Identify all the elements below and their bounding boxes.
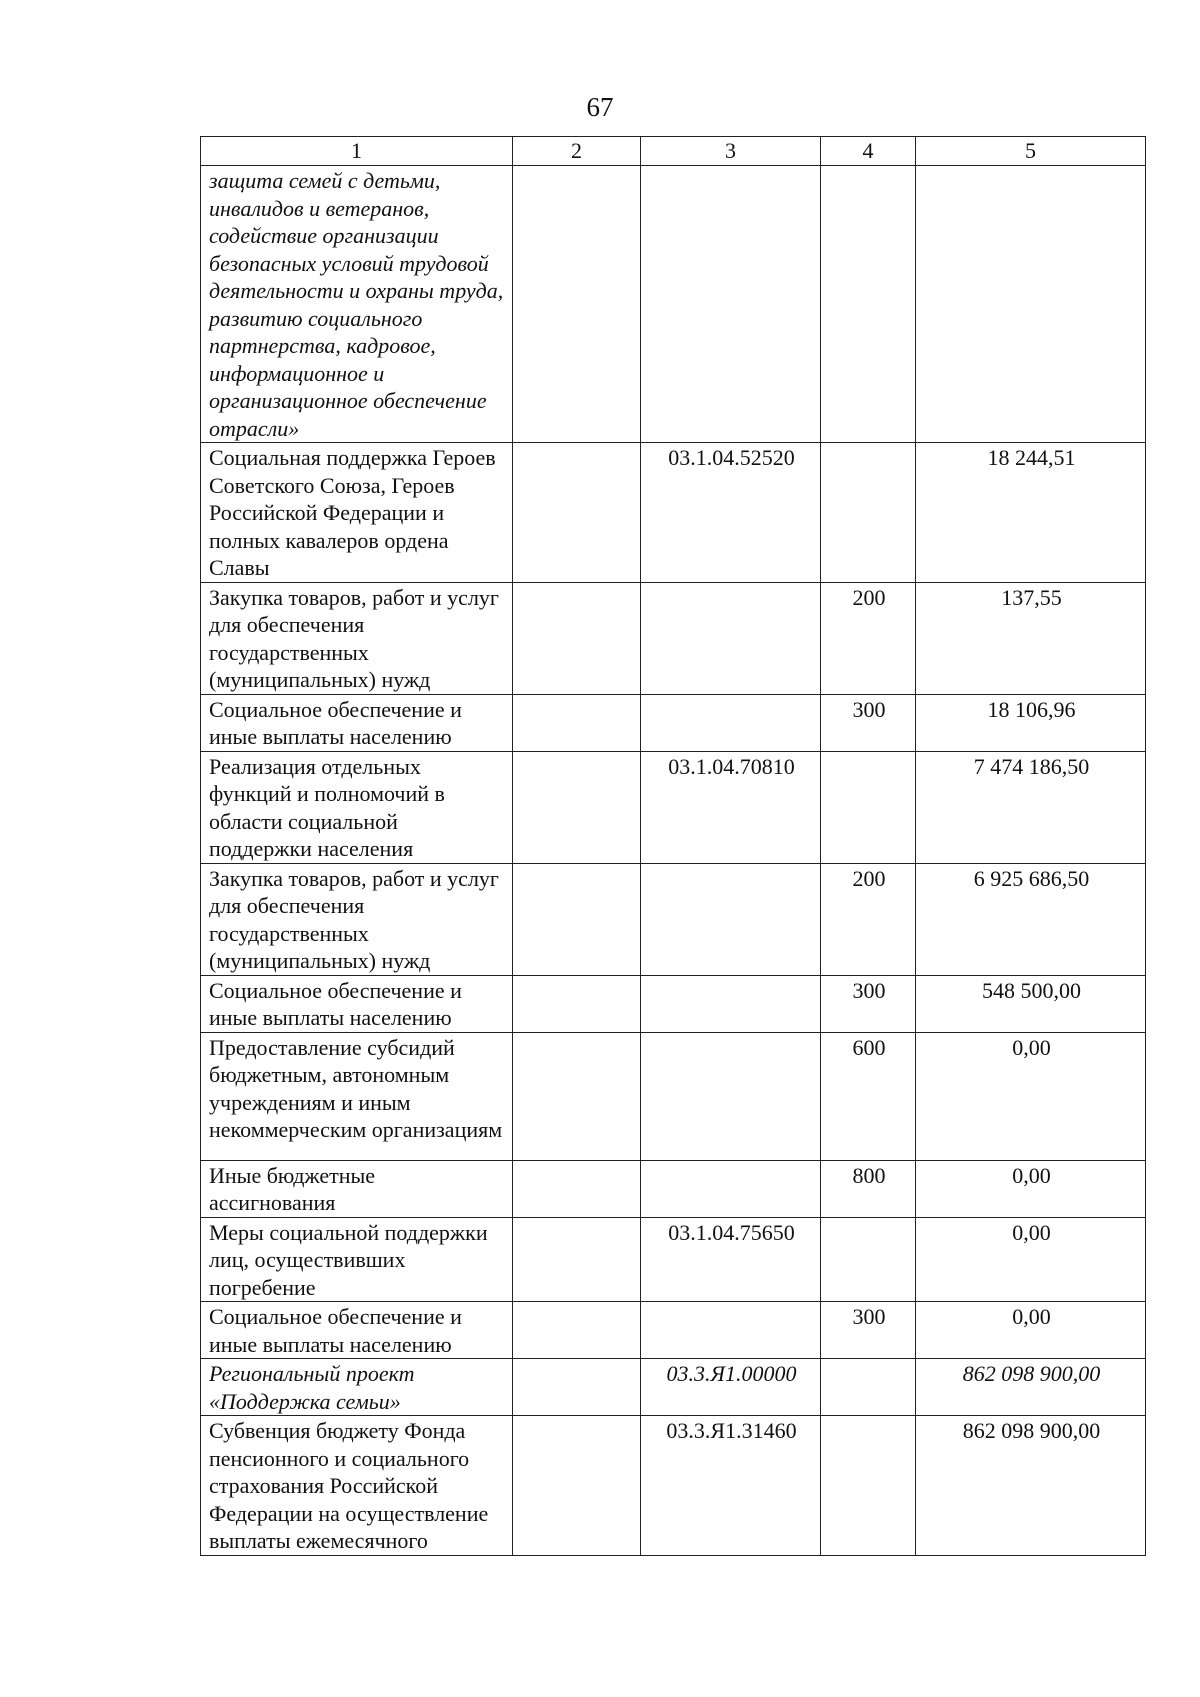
header-col-5: 5 — [916, 137, 1146, 166]
row-name: Социальная поддержка Героев Советского Союза, Героев Российской Федерации и полных кавалеров ордена Славы — [201, 443, 513, 583]
row-name: Закупка товаров, работ и услуг для обеспечения государственных (муниципальных) нужд — [201, 863, 513, 975]
header-col-3: 3 — [641, 137, 821, 166]
row-type: 800 — [821, 1160, 916, 1217]
row-code — [641, 694, 821, 751]
row-code — [641, 166, 821, 443]
table-row — [201, 1160, 1146, 1217]
row-code: 03.3.Я1.31460 — [641, 1416, 821, 1556]
row-code — [641, 975, 821, 1032]
row-code: 03.1.04.70810 — [641, 751, 821, 863]
row-code — [641, 1302, 821, 1359]
row-type — [821, 443, 916, 583]
row-col-2 — [513, 166, 641, 443]
row-name: Иные бюджетные ассигнования — [201, 1160, 513, 1217]
row-col-2 — [513, 1302, 641, 1359]
row-code — [641, 1160, 821, 1217]
table-row — [201, 975, 1146, 1032]
row-amount: 7 474 186,50 — [916, 751, 1146, 863]
row-amount: 862 098 900,00 — [916, 1359, 1146, 1416]
row-amount: 0,00 — [916, 1032, 1146, 1160]
table-header-row — [201, 137, 1146, 166]
row-type: 200 — [821, 863, 916, 975]
row-type — [821, 751, 916, 863]
row-amount: 0,00 — [916, 1302, 1146, 1359]
row-amount — [916, 166, 1146, 443]
table-row — [201, 1217, 1146, 1302]
row-col-2 — [513, 1359, 641, 1416]
row-amount: 18 244,51 — [916, 443, 1146, 583]
row-type: 300 — [821, 694, 916, 751]
table-row — [201, 751, 1146, 863]
row-type: 600 — [821, 1032, 916, 1160]
table-body — [201, 166, 1146, 1556]
table-row — [201, 1359, 1146, 1416]
row-col-2 — [513, 443, 641, 583]
row-col-2 — [513, 1416, 641, 1556]
row-type: 300 — [821, 1302, 916, 1359]
header-col-4: 4 — [821, 137, 916, 166]
row-amount: 6 925 686,50 — [916, 863, 1146, 975]
row-amount: 0,00 — [916, 1160, 1146, 1217]
row-name: Субвенция бюджету Фонда пенсионного и социального страхования Российской Федерации на осуществление выплаты ежемесячного — [201, 1416, 513, 1556]
row-type — [821, 1359, 916, 1416]
row-amount: 18 106,96 — [916, 694, 1146, 751]
header-col-2: 2 — [513, 137, 641, 166]
row-name: Меры социальной поддержки лиц, осуществивших погребение — [201, 1217, 513, 1302]
row-col-2 — [513, 1032, 641, 1160]
row-code: 03.1.04.75650 — [641, 1217, 821, 1302]
row-type: 300 — [821, 975, 916, 1032]
row-type: 200 — [821, 582, 916, 694]
row-code — [641, 863, 821, 975]
row-name: Закупка товаров, работ и услуг для обеспечения государственных (муниципальных) нужд — [201, 582, 513, 694]
table-row — [201, 1032, 1146, 1160]
row-code: 03.3.Я1.00000 — [641, 1359, 821, 1416]
table-row — [201, 443, 1146, 583]
row-name: Региональный проект «Поддержка семьи» — [201, 1359, 513, 1416]
row-code — [641, 582, 821, 694]
row-code: 03.1.04.52520 — [641, 443, 821, 583]
row-name: Социальное обеспечение и иные выплаты населению — [201, 1302, 513, 1359]
row-name: Реализация отдельных функций и полномочий в области социальной поддержки населения — [201, 751, 513, 863]
row-col-2 — [513, 1160, 641, 1217]
table-row — [201, 582, 1146, 694]
page-number: 67 — [586, 92, 614, 122]
table-row — [201, 1416, 1146, 1556]
row-amount: 548 500,00 — [916, 975, 1146, 1032]
row-amount: 862 098 900,00 — [916, 1416, 1146, 1556]
table-row — [201, 166, 1146, 443]
row-name: Социальное обеспечение и иные выплаты населению — [201, 975, 513, 1032]
row-name: Предоставление субсидий бюджетным, автономным учреждениям и иным некоммерческим организациям — [201, 1032, 513, 1160]
row-name: Социальное обеспечение и иные выплаты населению — [201, 694, 513, 751]
row-code — [641, 1032, 821, 1160]
row-amount: 0,00 — [916, 1217, 1146, 1302]
row-col-2 — [513, 582, 641, 694]
row-type — [821, 1217, 916, 1302]
table-row — [201, 863, 1146, 975]
row-col-2 — [513, 694, 641, 751]
row-col-2 — [513, 863, 641, 975]
row-amount: 137,55 — [916, 582, 1146, 694]
row-type — [821, 166, 916, 443]
row-col-2 — [513, 975, 641, 1032]
row-name: защита семей с детьми, инвалидов и ветеранов, содействие организации безопасных условий трудовой деятельности и охраны труда, развитию социального партнерства, кадровое, информационное и организационное обеспечение отрасли» — [201, 166, 513, 443]
table-row — [201, 694, 1146, 751]
row-col-2 — [513, 1217, 641, 1302]
row-col-2 — [513, 751, 641, 863]
budget-table — [200, 136, 1146, 1556]
header-col-1: 1 — [201, 137, 513, 166]
row-type — [821, 1416, 916, 1556]
table-row — [201, 1302, 1146, 1359]
